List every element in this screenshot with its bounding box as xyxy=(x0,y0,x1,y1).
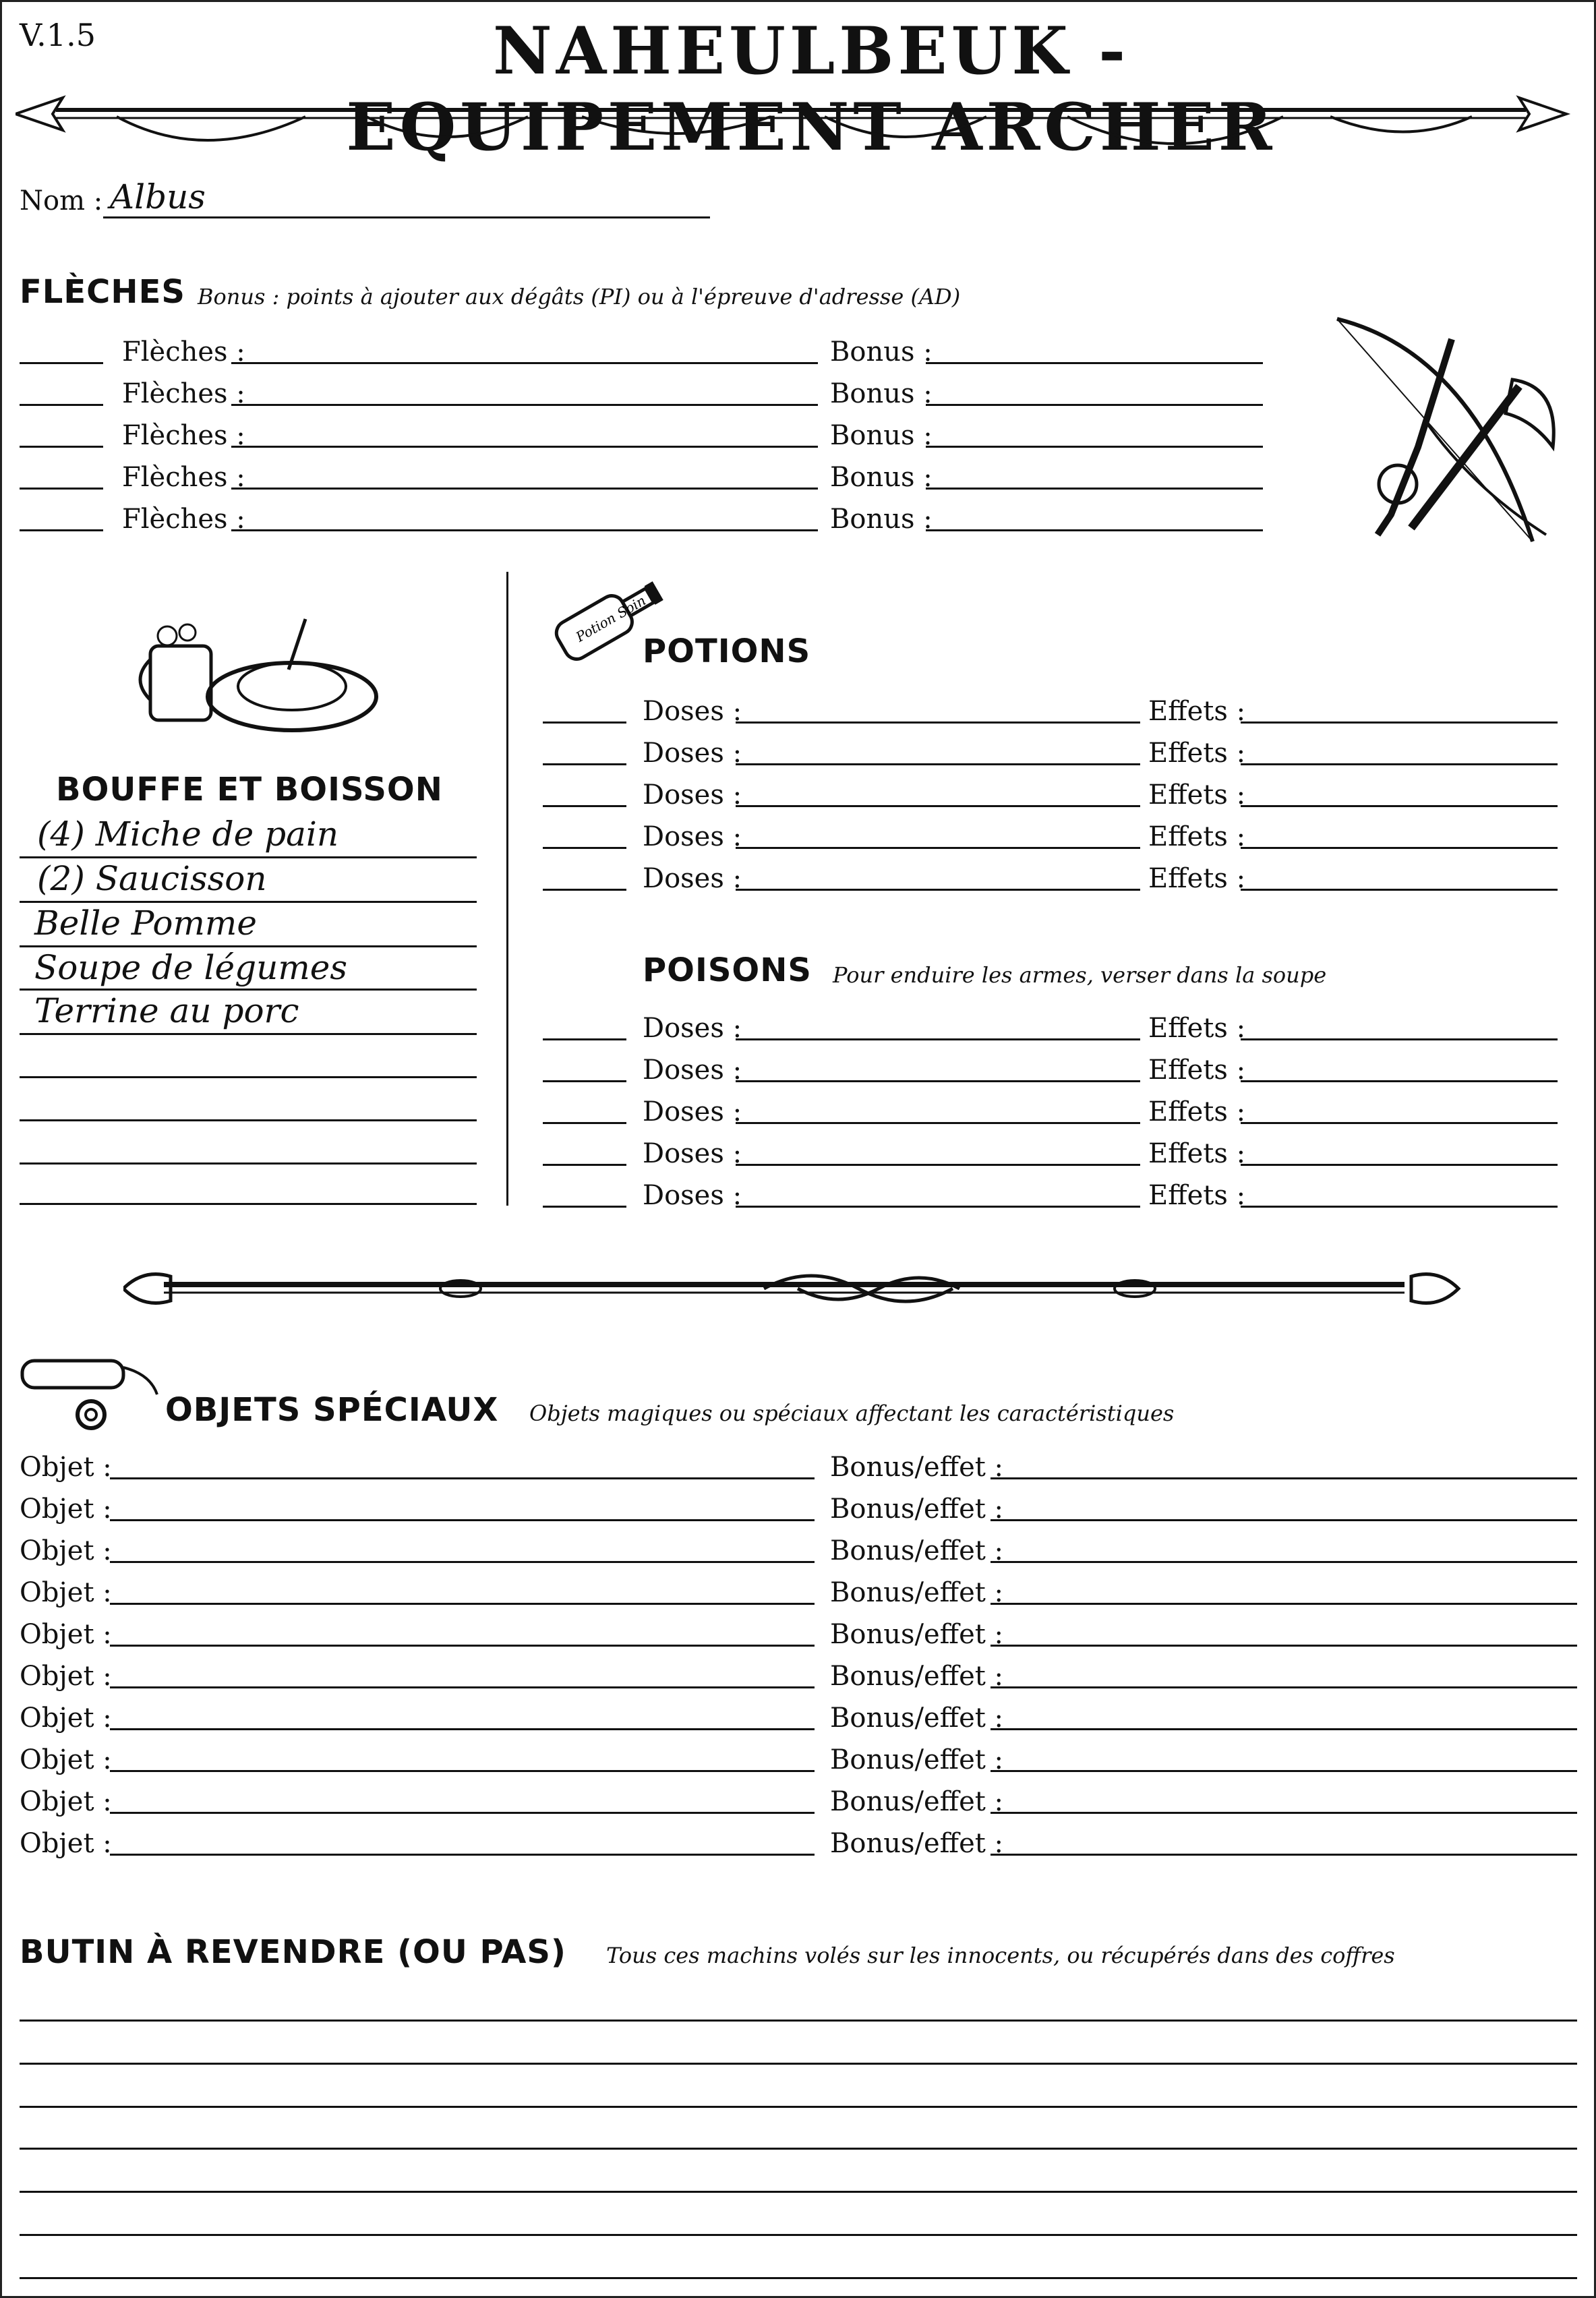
poison-row[interactable]: Doses : Effets : xyxy=(528,1010,1580,1052)
objet-row[interactable]: Objet : Bonus/effet : xyxy=(2,1785,1596,1827)
bouffe-item[interactable]: Terrine au porc xyxy=(34,991,299,1030)
fleches-subtitle: Bonus : points à ajouter aux dégâts (PI) ou à l'épreuve d'adresse (AD) xyxy=(198,284,961,310)
objet-row[interactable]: Objet : Bonus/effet : xyxy=(2,1492,1596,1534)
poison-row[interactable]: Doses : Effets : xyxy=(528,1177,1580,1219)
objet-row[interactable]: Objet : Bonus/effet : xyxy=(2,1743,1596,1785)
crossed-weapons-icon xyxy=(1317,312,1573,555)
objets-list xyxy=(2,1450,1596,1882)
bouffe-empty-line[interactable] xyxy=(20,1203,477,1205)
butin-lines xyxy=(2,1998,1596,2295)
potion-row[interactable]: Doses : Effets : xyxy=(528,860,1580,902)
objets-subtitle: Objets magiques ou spéciaux affectant les caractéristiques xyxy=(529,1401,1175,1426)
bouffe-item[interactable]: Soupe de légumes xyxy=(34,948,347,987)
arrow-ornament xyxy=(16,83,1580,157)
butin-line[interactable] xyxy=(20,2234,1577,2236)
arrowhead-right-icon xyxy=(1519,98,1566,130)
butin-line[interactable] xyxy=(20,2020,1577,2022)
column-divider xyxy=(506,572,508,1206)
name-label: Nom : xyxy=(20,185,103,216)
butin-line[interactable] xyxy=(20,2148,1577,2150)
potion-row[interactable]: Doses : Effets : xyxy=(528,819,1580,860)
butin-subtitle: Tous ces machins volés sur les innocents, ou récupérés dans des coffres xyxy=(606,1943,1395,1968)
name-value[interactable]: Albus xyxy=(110,177,206,216)
poisons-title: POISONS xyxy=(643,951,812,989)
bouffe-item[interactable]: (2) Saucisson xyxy=(37,859,267,898)
poisons-subtitle: Pour enduire les armes, verser dans la soupe xyxy=(833,962,1327,988)
potion-row[interactable]: Doses : Effets : xyxy=(528,777,1580,819)
objet-row[interactable]: Objet : Bonus/effet : xyxy=(2,1701,1596,1743)
bouffe-item[interactable]: Belle Pomme xyxy=(34,904,257,943)
bouffe-empty-line[interactable] xyxy=(20,1162,477,1165)
poisons-list xyxy=(528,1010,1580,1226)
poison-row[interactable]: Doses : Effets : xyxy=(528,1094,1580,1136)
fleche-row[interactable]: Flèches : Bonus : xyxy=(2,502,1283,544)
arrowhead-left-icon xyxy=(16,98,63,130)
butin-line[interactable] xyxy=(20,2191,1577,2193)
objet-row[interactable]: Objet : Bonus/effet : xyxy=(2,1827,1596,1868)
fleche-row[interactable]: Flèches : Bonus : xyxy=(2,377,1283,419)
fleche-row[interactable]: Flèches : Bonus : xyxy=(2,335,1283,377)
fleche-row[interactable]: Flèches : Bonus : xyxy=(2,461,1283,502)
objet-row[interactable]: Objet : Bonus/effet : xyxy=(2,1534,1596,1576)
objet-row[interactable]: Objet : Bonus/effet : xyxy=(2,1450,1596,1492)
potions-title: POTIONS xyxy=(643,632,811,670)
poison-row[interactable]: Doses : Effets : xyxy=(528,1136,1580,1177)
bouffe-empty-line[interactable] xyxy=(20,1119,477,1121)
food-platter-icon xyxy=(137,606,380,740)
svg-text:Potion Soin: Potion Soin xyxy=(572,592,649,645)
staff-end-right-icon xyxy=(1411,1274,1458,1303)
objet-row[interactable]: Objet : Bonus/effet : xyxy=(2,1659,1596,1701)
staff-end-left-icon xyxy=(123,1274,171,1303)
objet-row[interactable]: Objet : Bonus/effet : xyxy=(2,1618,1596,1659)
poison-row[interactable]: Doses : Effets : xyxy=(528,1052,1580,1094)
staff-ornament xyxy=(123,1256,1465,1317)
butin-title: BUTIN À REVENDRE (OU PAS) xyxy=(20,1933,566,1971)
version-label: V.1.5 xyxy=(20,17,96,53)
fleches-title: FLÈCHES xyxy=(20,273,185,311)
butin-line[interactable] xyxy=(20,2106,1577,2108)
fleche-row[interactable]: Flèches : Bonus : xyxy=(2,419,1283,461)
potion-row[interactable]: Doses : Effets : xyxy=(528,693,1580,735)
potions-list xyxy=(528,693,1580,909)
objet-row[interactable]: Objet : Bonus/effet : xyxy=(2,1576,1596,1618)
page-title: NAHEULBEUK - EQUIPEMENT ARCHER xyxy=(346,13,1276,165)
objets-title: OBJETS SPÉCIAUX xyxy=(165,1391,499,1429)
bouffe-empty-line[interactable] xyxy=(20,1076,477,1078)
fleches-list xyxy=(2,335,1283,551)
butin-line[interactable] xyxy=(20,2277,1577,2279)
scroll-ring-icon xyxy=(16,1340,164,1435)
potion-row[interactable]: Doses : Effets : xyxy=(528,735,1580,777)
bouffe-list xyxy=(2,815,487,1219)
name-line xyxy=(103,216,710,218)
butin-line[interactable] xyxy=(20,2063,1577,2065)
bouffe-item[interactable]: (4) Miche de pain xyxy=(37,815,339,854)
bouffe-title: BOUFFE ET BOISSON xyxy=(56,771,443,808)
